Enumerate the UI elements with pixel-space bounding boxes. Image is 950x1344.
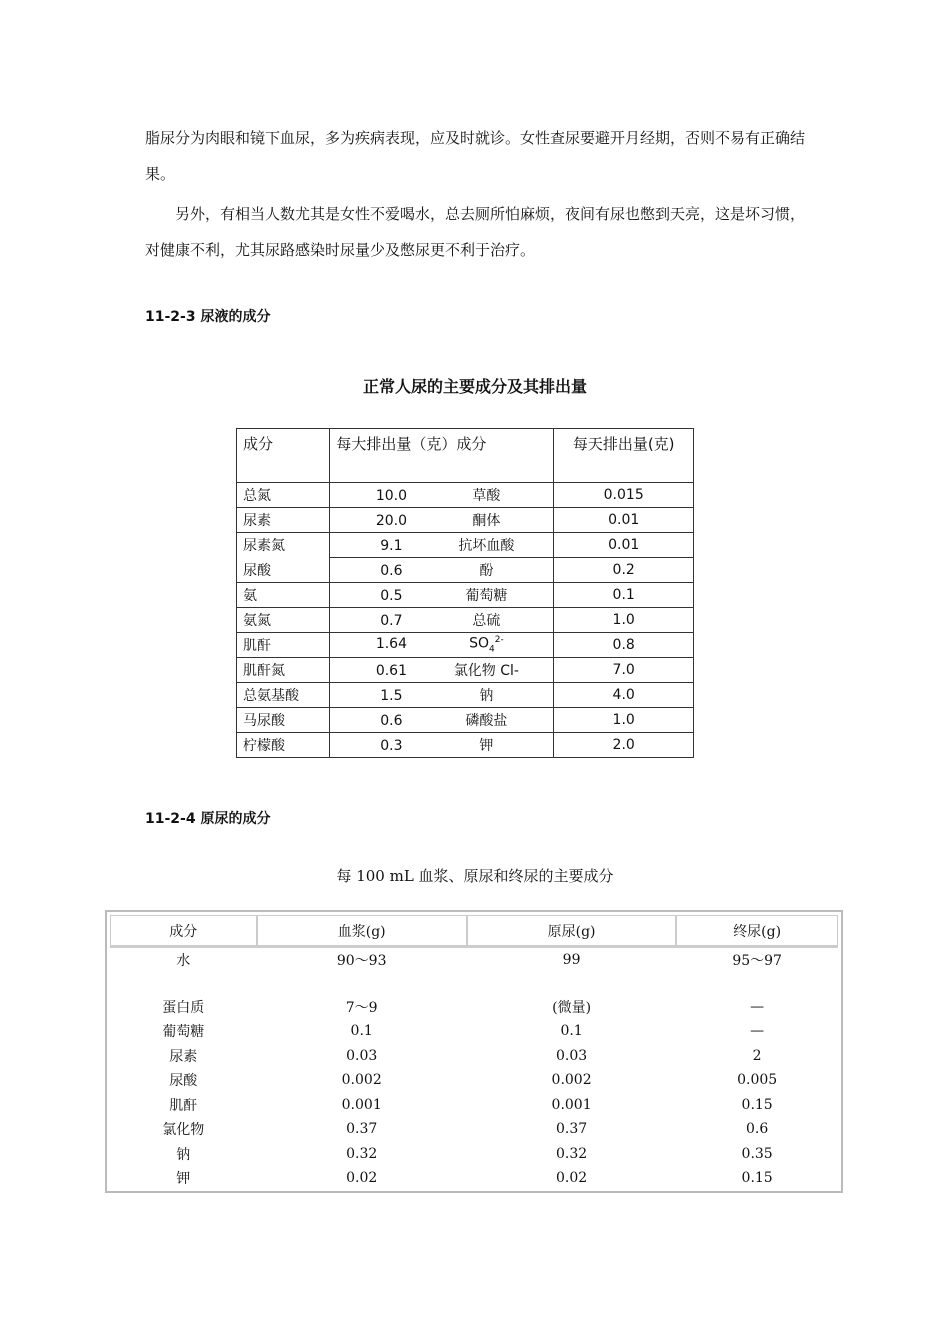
amount-and-component <box>330 733 554 758</box>
table2-cell: 葡萄糖 <box>162 1024 205 1041</box>
table-row <box>110 948 838 973</box>
table2-header-row <box>110 915 838 948</box>
table-row <box>237 533 694 558</box>
table2-title: 每 100 mL 血浆、原尿和终尿的主要成分 <box>336 867 614 885</box>
table2-cell: 90～93 <box>336 953 387 970</box>
table1-header-component: 成分 <box>237 429 330 483</box>
table-row <box>110 1142 838 1167</box>
daily-amount: 9.1 <box>380 538 403 554</box>
daily-amount: 10.0 <box>375 488 407 504</box>
table-row <box>237 633 694 658</box>
component-name: 总氨基酸 <box>237 683 330 708</box>
table-row <box>237 733 694 758</box>
component-name-2 <box>446 510 526 530</box>
table1-header-row <box>237 429 694 483</box>
daily-amount-2: 0.01 <box>554 533 694 558</box>
superscript: 2- <box>494 635 504 646</box>
daily-amount: 0.6 <box>380 563 403 579</box>
amount-and-component <box>330 558 554 583</box>
daily-amount: 0.3 <box>380 738 403 754</box>
component-name-2 <box>446 635 526 654</box>
component-name-2-text: SO <box>469 635 489 652</box>
daily-amount-2: 4.0 <box>554 683 694 708</box>
daily-amount: 0.61 <box>375 663 407 679</box>
table2-cell: 0.35 <box>741 1145 773 1162</box>
table2-cell: 99 <box>562 952 581 969</box>
table2-cell: 0.37 <box>555 1121 588 1138</box>
daily-amount-2: 0.8 <box>554 633 694 658</box>
table2-column-header: 终尿(g) <box>676 915 838 948</box>
table2-cell: 尿素 <box>169 1048 198 1065</box>
section-heading-2: 11-2-4 原尿的成分 <box>145 811 271 827</box>
table2-cell: 2 <box>752 1047 762 1064</box>
table2-cell: 0.37 <box>346 1121 378 1138</box>
table2-cell: 0.1 <box>560 1023 583 1040</box>
component-name-2 <box>446 660 526 680</box>
table2-cell: (微量) <box>552 999 592 1016</box>
table2-cell: — <box>750 1023 765 1040</box>
plasma-urine-table <box>110 915 838 1191</box>
amount-and-component <box>330 708 554 733</box>
table2-column-header: 血浆(g) <box>257 915 467 948</box>
table2-cell: 蛋白质 <box>162 999 205 1016</box>
table2-cell: — <box>750 998 765 1015</box>
component-name: 肌酐 <box>237 633 330 658</box>
component-name-2-text: 酚 <box>479 563 494 579</box>
table2-column-header: 原尿(g) <box>467 915 676 948</box>
table2-cell: 0.32 <box>555 1145 588 1162</box>
table2-cell: 尿酸 <box>169 1073 198 1090</box>
table1-title: 正常人尿的主要成分及其排出量 <box>362 377 587 396</box>
component-name-2 <box>446 585 526 605</box>
table-row <box>237 483 694 508</box>
table2-cell: 0.002 <box>341 1072 382 1089</box>
paragraph-2: 另外，有相当人数尤其是女性不爱喝水，总去厕所怕麻烦，夜间有尿也憋到天亮，这是坏习惯，对健康不利，尤其尿路感染时尿量少及憋尿更不利于治疗。 <box>145 205 806 259</box>
table2-cell: 肌酐 <box>169 1097 198 1114</box>
table2-cell: 0.6 <box>746 1121 769 1138</box>
daily-amount-2: 0.01 <box>554 508 694 533</box>
component-name-2 <box>446 535 526 555</box>
daily-amount-2: 1.0 <box>554 708 694 733</box>
amount-and-component <box>330 533 554 558</box>
table1-header-daily-amount-2: 每天排出量(克) <box>554 429 694 483</box>
amount-and-component <box>330 608 554 633</box>
daily-amount: 1.64 <box>375 635 407 652</box>
table-row <box>237 508 694 533</box>
component-name-2-text: 抗坏血酸 <box>458 538 515 554</box>
component-name-2-text: 总硫 <box>472 613 501 629</box>
daily-amount-2: 0.015 <box>554 483 694 508</box>
amount-and-component <box>330 658 554 683</box>
table2-cell: 0.15 <box>741 1170 773 1187</box>
daily-amount-2: 7.0 <box>554 658 694 683</box>
component-name-2 <box>446 685 526 705</box>
component-name: 尿酸 <box>237 558 330 583</box>
table2-cell: 0.02 <box>346 1170 378 1187</box>
table-row <box>237 583 694 608</box>
section-heading-1: 11-2-3 尿液的成分 <box>145 309 271 325</box>
component-name-2-text: 磷酸盐 <box>465 713 508 729</box>
table-row <box>110 1068 838 1093</box>
component-name-2-text: 草酸 <box>472 488 501 504</box>
table1-header-daily-amount: 每大排出量（克）成分 <box>330 429 554 483</box>
component-name: 马尿酸 <box>237 708 330 733</box>
component-name-2-text: 氯化物 Cl- <box>453 663 519 679</box>
daily-amount-2: 2.0 <box>554 733 694 758</box>
component-name: 尿素 <box>237 508 330 533</box>
table-row <box>237 683 694 708</box>
table2-cell: 水 <box>176 953 191 970</box>
amount-and-component <box>330 633 554 658</box>
spacer-row <box>110 973 838 995</box>
table-row <box>237 608 694 633</box>
table-row <box>237 658 694 683</box>
spacer-cell <box>110 973 838 995</box>
component-name: 总氮 <box>237 483 330 508</box>
component-name: 氨 <box>237 583 330 608</box>
table2-cell: 钠 <box>176 1146 191 1163</box>
daily-amount: 20.0 <box>375 513 407 529</box>
table-row <box>237 708 694 733</box>
table2-cell: 0.001 <box>341 1096 382 1113</box>
table2-cell: 0.15 <box>741 1096 773 1113</box>
component-name-2-text: 酮体 <box>472 513 501 529</box>
component-name-2-text: 葡萄糖 <box>465 588 508 604</box>
component-name: 尿素氮 <box>237 533 330 558</box>
daily-amount: 0.5 <box>380 588 403 604</box>
table-row <box>110 1117 838 1142</box>
table2-cell: 7～9 <box>345 999 378 1016</box>
component-name-2 <box>446 610 526 630</box>
table2-cell: 0.1 <box>350 1023 373 1040</box>
table2-column-header: 成分 <box>110 915 257 948</box>
paragraph-1: 脂尿分为肉眼和镜下血尿，多为疾病表现，应及时就诊。女性查尿要避开月经期，否则不易有正确结果。 <box>145 129 806 183</box>
component-name-2-text: 钾 <box>479 738 494 754</box>
table-row <box>110 1166 838 1191</box>
amount-and-component <box>330 483 554 508</box>
component-name-2-text: 钠 <box>479 688 494 704</box>
component-name: 肌酐氮 <box>237 658 330 683</box>
component-name-2 <box>446 735 526 755</box>
amount-and-component <box>330 583 554 608</box>
plasma-urine-table-frame <box>105 910 843 1193</box>
daily-amount: 0.7 <box>380 613 403 629</box>
table2-cell: 氯化物 <box>162 1122 205 1139</box>
urine-components-table <box>236 428 694 758</box>
subscript: 4 <box>489 644 495 655</box>
amount-and-component <box>330 683 554 708</box>
component-name: 氨氮 <box>237 608 330 633</box>
table2-cell: 0.32 <box>346 1145 378 1162</box>
table2-cell: 0.005 <box>737 1072 778 1089</box>
daily-amount-2: 1.0 <box>554 608 694 633</box>
table2-cell: 0.002 <box>551 1072 592 1089</box>
component-name-2 <box>446 710 526 730</box>
daily-amount: 0.6 <box>380 713 403 729</box>
table2-cell: 0.001 <box>551 1096 592 1113</box>
table-row <box>110 1019 838 1044</box>
component-name-2 <box>446 485 526 505</box>
amount-and-component <box>330 508 554 533</box>
component-name-2 <box>446 560 526 580</box>
daily-amount-2: 0.2 <box>554 558 694 583</box>
table2-cell: 0.03 <box>346 1047 378 1064</box>
table-row <box>110 1093 838 1118</box>
table2-cell: 0.02 <box>555 1170 588 1187</box>
table-row <box>110 995 838 1020</box>
table2-cell: 95～97 <box>732 953 782 970</box>
table2-cell: 0.03 <box>555 1047 588 1064</box>
daily-amount: 1.5 <box>380 688 403 704</box>
component-name: 柠檬酸 <box>237 733 330 758</box>
daily-amount-2: 0.1 <box>554 583 694 608</box>
table-row <box>110 1044 838 1069</box>
table-row <box>237 558 694 583</box>
table2-cell: 钾 <box>176 1171 191 1188</box>
